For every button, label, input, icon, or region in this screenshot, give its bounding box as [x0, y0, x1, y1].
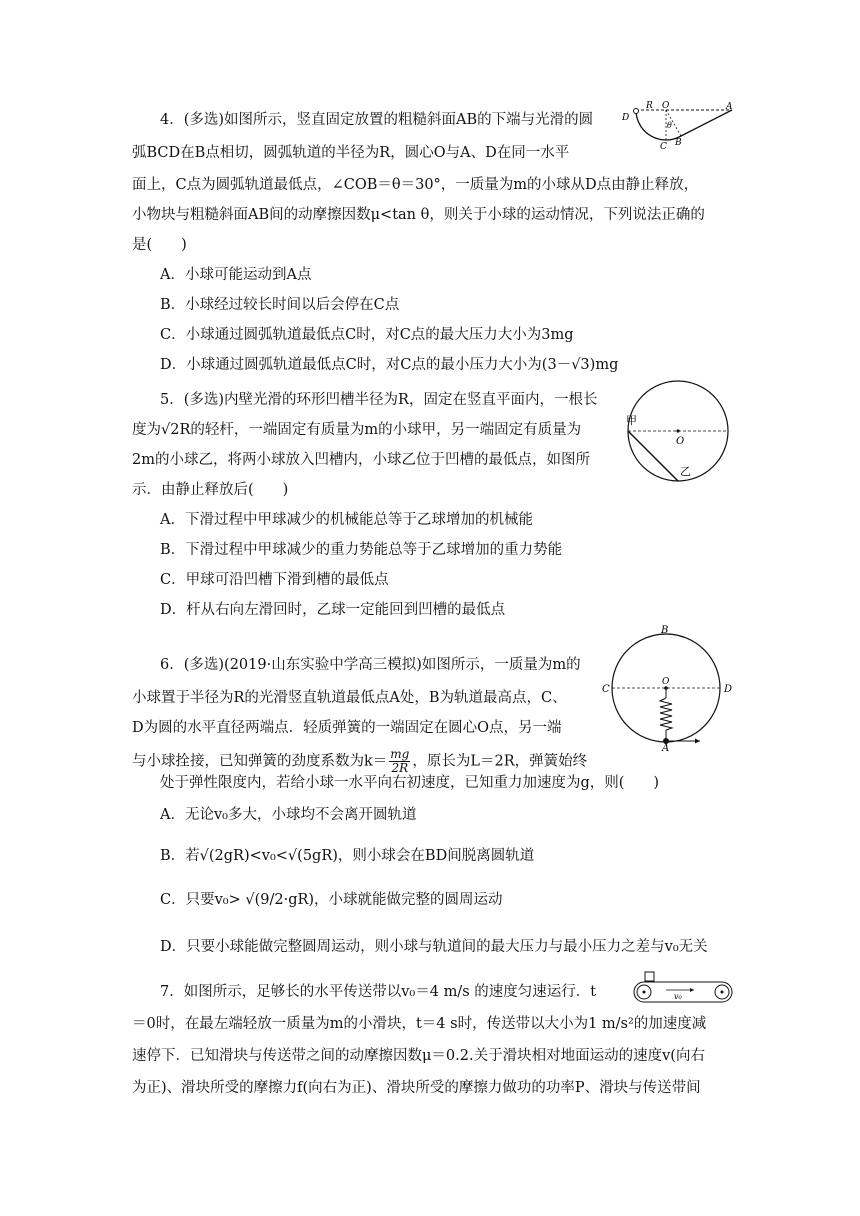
q5-label-yi: 乙 [680, 465, 691, 478]
q5-option-a: A．下滑过程中甲球减少的机械能总等于乙球增加的机械能 [160, 512, 533, 528]
q4-incline-ab [681, 110, 732, 136]
q6-spring [660, 698, 672, 730]
q7-velocity-arrowhead [690, 988, 694, 992]
q5-line-1: 5．(多选)内壁光滑的环形凹槽半径为R，固定在竖直平面内，一根长 [160, 392, 598, 408]
q4-label-d: D [622, 113, 630, 123]
q6-velocity-arrowhead [695, 739, 700, 744]
q4-line-5: 是( ) [132, 237, 187, 253]
q4-label-o: O [662, 101, 670, 111]
q4-figure [618, 98, 740, 154]
q6-label-b: B [661, 625, 669, 636]
q4-label-c: C [660, 142, 667, 152]
q4-ball [634, 109, 639, 114]
q6-label-a: A [662, 743, 670, 752]
q5-label-jia: 甲 [626, 414, 637, 427]
q6-option-b: B．若√(2gR)<v₀<√(5gR)，则小球会在BD间脱离圆轨道 [160, 848, 535, 864]
q6-line-1: 6．(多选)(2019·山东实验中学高三模拟)如图所示，一质量为m的 [160, 657, 581, 673]
q7-figure [630, 968, 736, 1010]
q6-option-d: D．只要小球能做完整圆周运动，则小球与轨道间的最大压力与最小压力之差与v₀无关 [160, 939, 708, 955]
q7-label-v0: v₀ [674, 992, 682, 1001]
q5-option-c: C．甲球可沿凹槽下滑到槽的最低点 [160, 572, 389, 588]
q4-option-b: B．小球经过较长时间以后会停在C点 [160, 297, 400, 313]
q6-fraction-denominator: 2R [391, 761, 409, 775]
q6-line-2: 小球置于半径为R的光滑竖直轨道最低点A处，B为轨道最高点，C、 [132, 690, 567, 706]
q6-label-o: O [662, 677, 670, 687]
q4-label-theta: θ [667, 121, 672, 130]
q5-rod [628, 431, 678, 481]
q7-line-4: 为正)、滑块所受的摩擦力f(向右为正)、滑块所受的摩擦力做功的功率P、滑块与传送带间 [132, 1080, 701, 1096]
q7-slider-block [645, 972, 654, 981]
q6-figure [600, 622, 748, 752]
q5-line-3: 2m的小球乙，将两小球放入凹槽内，小球乙位于凹槽的最低点，如图所 [132, 452, 590, 468]
q6-line-4-start: 与小球拴接，已知弹簧的劲度系数为k＝ [132, 753, 388, 770]
q4-option-c: C．小球通过圆弧轨道最低点C时，对C点的最大压力大小为3mg [160, 327, 574, 343]
q4-label-b: B [675, 138, 682, 148]
q4-line-3: 面上，C点为圆弧轨道最低点，∠COB＝θ＝30°，一质量为m的小球从D点由静止释放， [132, 177, 699, 193]
q7-line-2: ＝0时，在最左端轻放一质量为m的小滑块，t＝4 s时，传送带以大小为1 m/s²的加速度减 [132, 1016, 707, 1032]
q5-line-2: 度为√2R的轻杆，一端固定有质量为m的小球甲，另一端固定有质量为 [132, 422, 582, 438]
q5-option-b: B．下滑过程中甲球减少的重力势能总等于乙球增加的重力势能 [160, 542, 563, 558]
q5-figure [622, 378, 734, 486]
q6-stiffness-fraction [389, 748, 410, 775]
q5-label-o: O [676, 436, 685, 447]
q4-label-a: A [726, 102, 733, 112]
q7-line-1: 7．如图所示，足够长的水平传送带以v₀＝4 m/s 的速度匀速运行．t [160, 984, 597, 1000]
q7-right-axle [721, 991, 724, 994]
q6-option-c: C．只要v₀> √(9/2·gR)，小球就能做完整的圆周运动 [160, 892, 503, 908]
q6-line-4 [132, 748, 587, 775]
q6-option-a: A．无论v₀多大，小球均不会离开圆轨道 [160, 807, 417, 823]
q4-line-2: 弧BCD在B点相切，圆弧轨道的半径为R，圆心O与A、D在同一水平 [132, 145, 570, 161]
q7-line-3: 速停下．已知滑块与传送带之间的动摩擦因数μ＝0.2.关于滑块相对地面运动的速度v(向右 [132, 1048, 705, 1064]
q4-line-1: 4．(多选)如图所示，竖直固定放置的粗糙斜面AB的下端与光滑的圆 [160, 112, 594, 128]
q6-line-5: 处于弹性限度内，若给小球一水平向右初速度，已知重力加速度为g，则( ) [160, 775, 660, 791]
q4-label-r: R [646, 101, 653, 111]
q6-label-c: C [602, 684, 610, 695]
q6-fraction-numerator: mg [390, 747, 410, 761]
q6-label-d: D [724, 684, 733, 695]
q5-line-4: 示．由静止释放后( ) [132, 482, 289, 498]
q4-line-4: 小物块与粗糙斜面AB间的动摩擦因数μ<tan θ，则关于小球的运动情况，下列说法正确的 [132, 207, 705, 223]
q4-option-d: D．小球通过圆弧轨道最低点C时，对C点的最小压力大小为(3－√3)mg [160, 357, 619, 373]
q5-option-d: D．杆从右向左滑回时，乙球一定能回到凹槽的最低点 [160, 602, 506, 618]
q7-left-axle [643, 991, 646, 994]
q5-center-dot [676, 429, 679, 432]
q6-line-4-end: ，原长为L＝2R，弹簧始终 [412, 753, 588, 770]
q6-line-3: D为圆的水平直径两端点．轻质弹簧的一端固定在圆心O点，另一端 [132, 720, 562, 736]
q4-option-a: A．小球可能运动到A点 [160, 267, 312, 283]
